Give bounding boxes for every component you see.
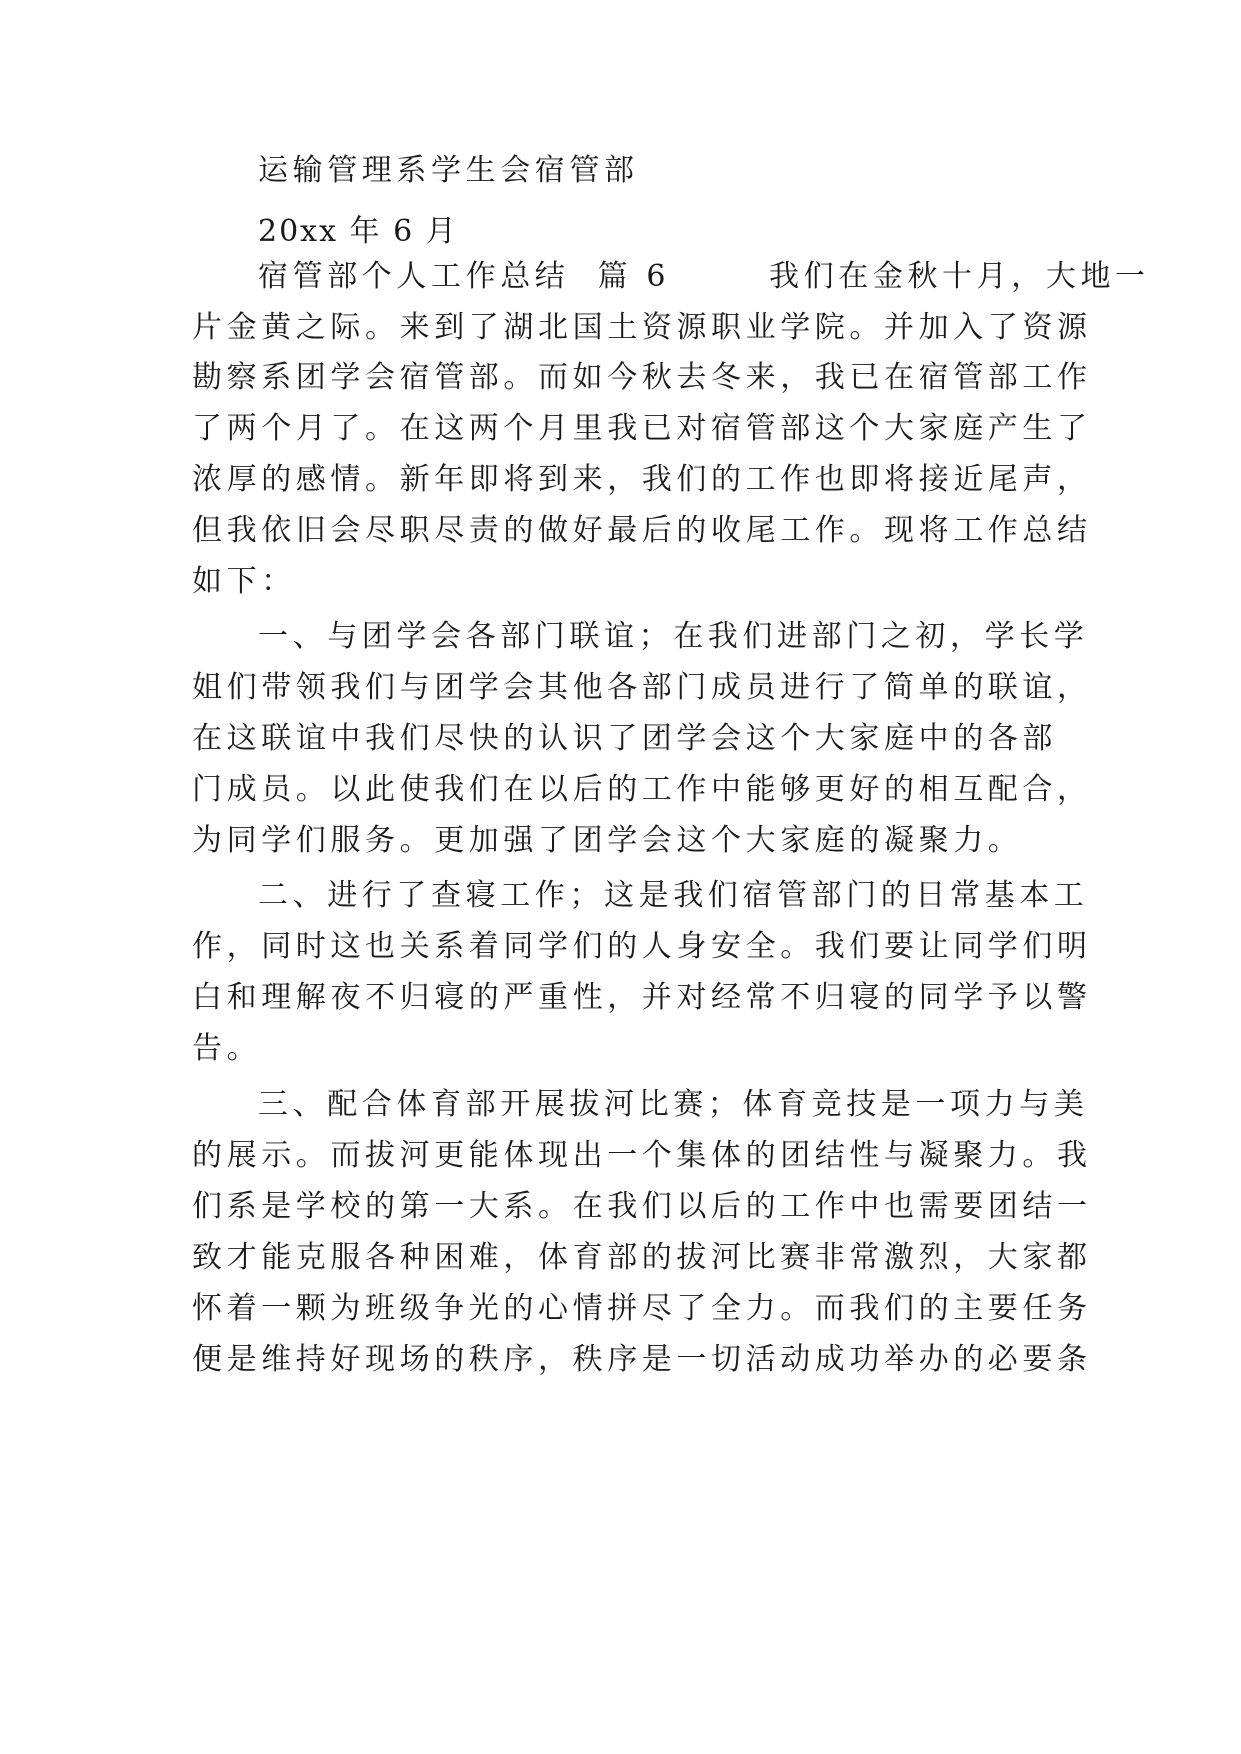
- text-line: 告。: [192, 1031, 262, 1066]
- text-line: 在这联谊中我们尽快的认识了团学会这个大家庭中的各部: [192, 721, 1057, 756]
- text-line: 片金黄之际。来到了湖北国土资源职业学院。并加入了资源: [192, 310, 1092, 345]
- text-line: 们系是学校的第一大系。在我们以后的工作中也需要团结一: [192, 1189, 1092, 1224]
- text-line: 便是维持好现场的秩序，秩序是一切活动成功举办的必要条: [192, 1342, 1092, 1377]
- text-line: 如下：: [192, 564, 296, 599]
- text-line: 三、配合体育部开展拔河比赛；体育竞技是一项力与美: [258, 1087, 1089, 1122]
- text-line: 的展示。而拔河更能体现出一个集体的团结性与凝聚力。我: [192, 1138, 1092, 1173]
- text-line: 宿管部个人工作总结 篇 6 我们在金秋十月，大地一: [258, 259, 1150, 294]
- text-line: 二、进行了查寝工作；这是我们宿管部门的日常基本工: [258, 878, 1089, 913]
- text-line: 勘察系团学会宿管部。而如今秋去冬来，我已在宿管部工作: [192, 360, 1092, 395]
- text-line: 作，同时这也关系着同学们的人身安全。我们要让同学们明: [192, 929, 1092, 964]
- text-line: 浓厚的感情。新年即将到来，我们的工作也即将接近尾声，: [192, 462, 1092, 497]
- signature-date: 20xx 年 6 月: [258, 214, 458, 249]
- text-line: 白和理解夜不归寝的严重性，并对经常不归寝的同学予以警: [192, 980, 1092, 1015]
- text-line: 门成员。以此使我们在以后的工作中能够更好的相互配合，: [192, 772, 1092, 807]
- text-line: 致才能克服各种困难，体育部的拔河比赛非常激烈，大家都: [192, 1240, 1092, 1275]
- text-line: 姐们带领我们与团学会其他各部门成员进行了简单的联谊，: [192, 670, 1092, 705]
- text-line: 怀着一颗为班级争光的心情拼尽了全力。而我们的主要任务: [192, 1291, 1092, 1326]
- text-line: 一、与团学会各部门联谊；在我们进部门之初，学长学: [258, 619, 1089, 654]
- text-line: 但我依旧会尽职尽责的做好最后的收尾工作。现将工作总结: [192, 513, 1092, 548]
- text-line: 为同学们服务。更加强了团学会这个大家庭的凝聚力。: [192, 823, 1023, 858]
- signature-department: 运输管理系学生会宿管部: [258, 153, 639, 188]
- text-line: 了两个月了。在这两个月里我已对宿管部这个大家庭产生了: [192, 411, 1092, 446]
